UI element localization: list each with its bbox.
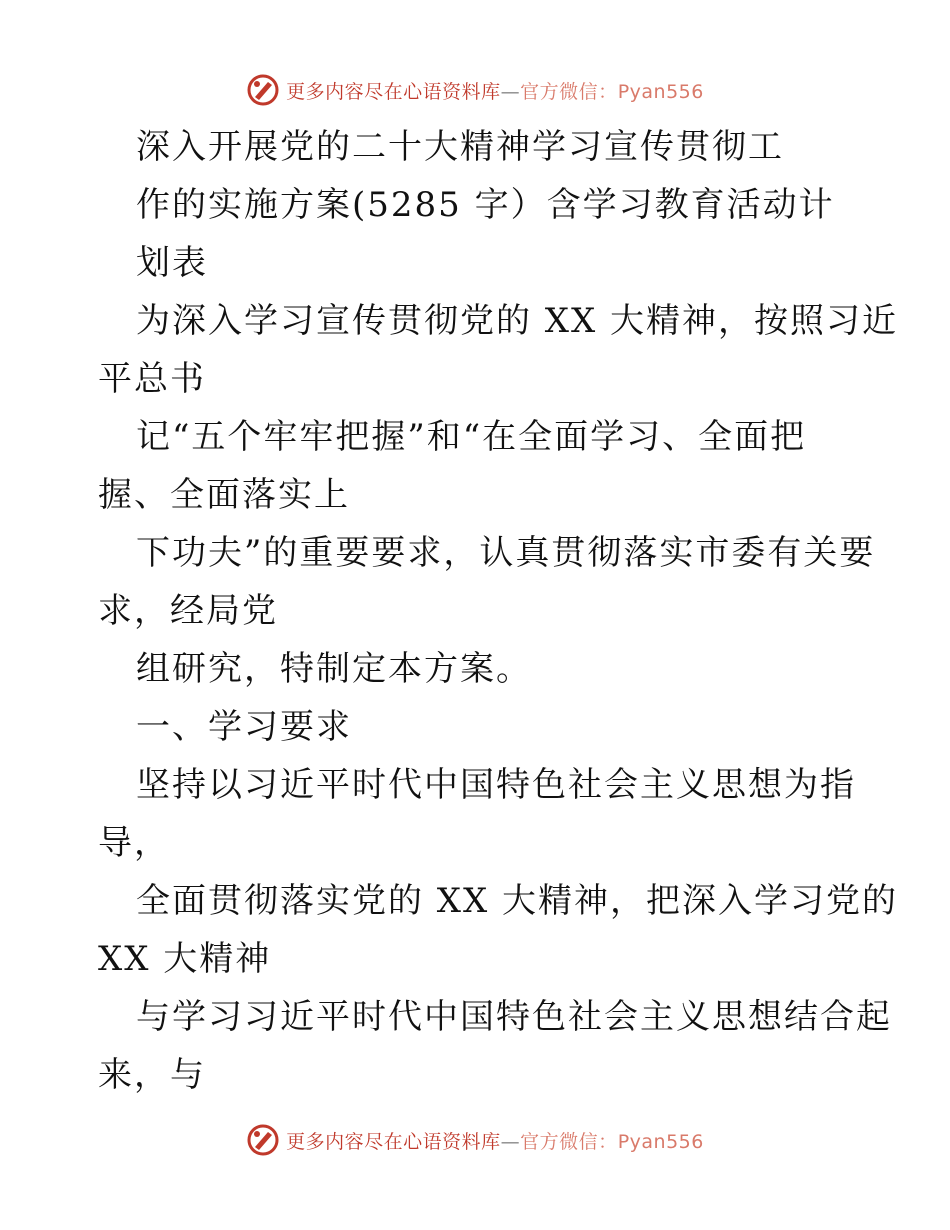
paragraph-line: XX 大精神 — [98, 939, 272, 979]
brand-logo-icon — [246, 1123, 280, 1157]
paragraph-line: 平总书 — [98, 359, 206, 399]
paragraph-line: 记“五个牢牢把握”和“在全面学习、全面把 — [136, 417, 807, 457]
footer-wechat-id: Pyan556 — [617, 1130, 704, 1153]
paragraph-line: 坚持以习近平时代中国特色社会主义思想为指 — [136, 765, 856, 805]
header-wechat-id: Pyan556 — [617, 80, 704, 103]
document-body — [98, 118, 899, 1104]
paragraph-line: 与学习习近平时代中国特色社会主义思想结合起 — [136, 997, 892, 1037]
title-line-1: 深入开展党的二十大精神学习宣传贯彻工 — [136, 127, 784, 167]
paragraph-line: 下功夫”的重要要求，认真贯彻落实市委有关要 — [136, 533, 876, 573]
section-heading: 一、学习要求 — [136, 707, 352, 747]
footer-wechat-label: 官方微信： — [520, 1130, 618, 1153]
header-banner — [0, 70, 950, 110]
footer-text — [286, 1127, 704, 1154]
footer-separator: — — [500, 1130, 521, 1153]
header-text — [286, 77, 704, 104]
paragraph-line: 导， — [98, 823, 170, 863]
header-wechat-label: 官方微信： — [520, 80, 618, 103]
header-brand: 更多内容尽在心语资料库 — [286, 80, 501, 103]
brand-logo-icon — [246, 73, 280, 107]
paragraph-line: 全面贯彻落实党的 XX 大精神，把深入学习党的 — [136, 881, 899, 921]
title-line-3: 划表 — [136, 243, 208, 283]
paragraph-line: 求，经局党 — [98, 591, 278, 631]
header-separator: — — [500, 80, 521, 103]
paragraph-line: 为深入学习宣传贯彻党的 XX 大精神，按照习近 — [136, 301, 899, 341]
title-line-2: 作的实施方案(5285 字）含学习教育活动计 — [136, 185, 835, 225]
paragraph-line: 组研究，特制定本方案。 — [136, 649, 532, 689]
footer-brand: 更多内容尽在心语资料库 — [286, 1130, 501, 1153]
footer-banner — [0, 1120, 950, 1160]
paragraph-line: 来，与 — [98, 1055, 206, 1095]
paragraph-line: 握、全面落实上 — [98, 475, 350, 515]
